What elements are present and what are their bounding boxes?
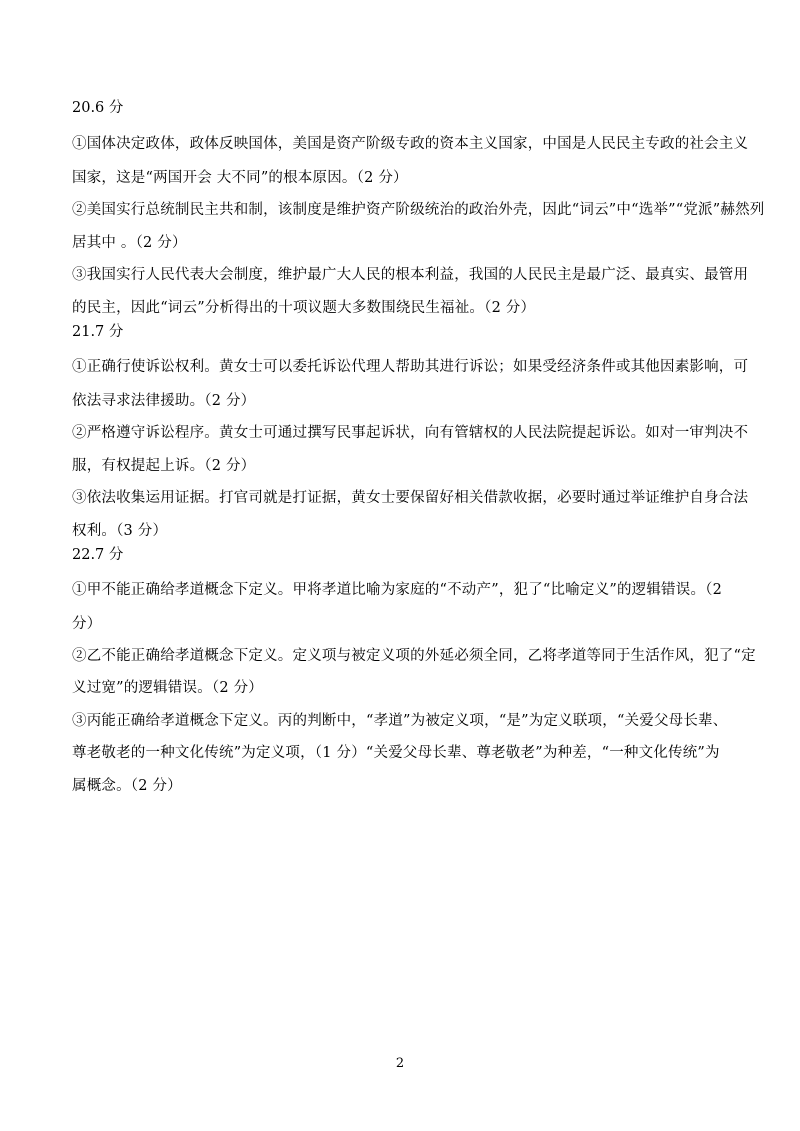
question-22-line-2: 分） bbox=[72, 616, 102, 632]
question-20-line-6: 的民主，因此“词云”分析得出的十项议题大多数围绕民生福祉。（2 分） bbox=[72, 300, 536, 316]
question-21-line-1: ①正确行使诉讼权利。黄女士可以委托诉讼代理人帮助其进行诉讼；如果受经济条件或其他因素影响，可 bbox=[72, 359, 749, 375]
question-21-line-4: 服，有权提起上诉。（2 分） bbox=[72, 458, 256, 474]
question-22-header: 22.7 分 bbox=[72, 547, 124, 563]
question-22-line-1: ①甲不能正确给孝道概念下定义。甲将孝道比喻为家庭的“不动产”，犯了“比喻定义”的逻辑错误。（2 bbox=[72, 582, 723, 598]
question-22-line-7: 属概念。（2 分） bbox=[72, 778, 182, 794]
question-21-line-6: 权利。（3 分） bbox=[72, 523, 168, 539]
question-20-line-3: ②美国实行总统制民主共和制，该制度是维护资产阶级统治的政治外壳，因此“词云”中“选举”“党派”赫然列 bbox=[72, 202, 765, 218]
question-21-line-3: ②严格遵守诉讼程序。黄女士可通过撰写民事起诉状，向有管辖权的人民法院提起诉讼。如对一审判决不 bbox=[72, 425, 749, 441]
question-20-header: 20.6 分 bbox=[72, 100, 124, 116]
question-21-header: 21.7 分 bbox=[72, 324, 124, 340]
page-number: 2 bbox=[395, 1056, 405, 1071]
question-20-line-1: ①国体决定政体，政体反映国体，美国是资产阶级专政的资本主义国家，中国是人民民主专政的社会主义 bbox=[72, 136, 749, 152]
question-22-line-5: ③丙能正确给孝道概念下定义。丙的判断中，“孝道”为被定义项，“是”为定义联项，“关爱父母长辈、 bbox=[72, 713, 728, 729]
question-21-line-2: 依法寻求法律援助。（2 分） bbox=[72, 393, 256, 409]
question-21-line-5: ③依法收集运用证据。打官司就是打证据，黄女士要保留好相关借款收据，必要时通过举证维护自身合法 bbox=[72, 490, 749, 506]
question-20-line-4: 居其中 。（2 分） bbox=[72, 235, 187, 251]
question-22-line-6: 尊老敬老的一种文化传统”为定义项，（1 分）“关爱父母长辈、尊老敬老”为种差，“一种文化传统”为 bbox=[72, 745, 720, 761]
question-20-line-5: ③我国实行人民代表大会制度，维护最广大人民的根本利益，我国的人民民主是最广泛、最真实、最管用 bbox=[72, 267, 749, 283]
question-22-line-4: 义过宽”的逻辑错误。（2 分） bbox=[72, 680, 263, 696]
question-22-line-3: ②乙不能正确给孝道概念下定义。定义项与被定义项的外延必须全同，乙将孝道等同于生活作风，犯了“定 bbox=[72, 648, 756, 664]
question-20-line-2: 国家，这是“两国开会 大不同”的根本原因。（2 分） bbox=[72, 170, 408, 186]
